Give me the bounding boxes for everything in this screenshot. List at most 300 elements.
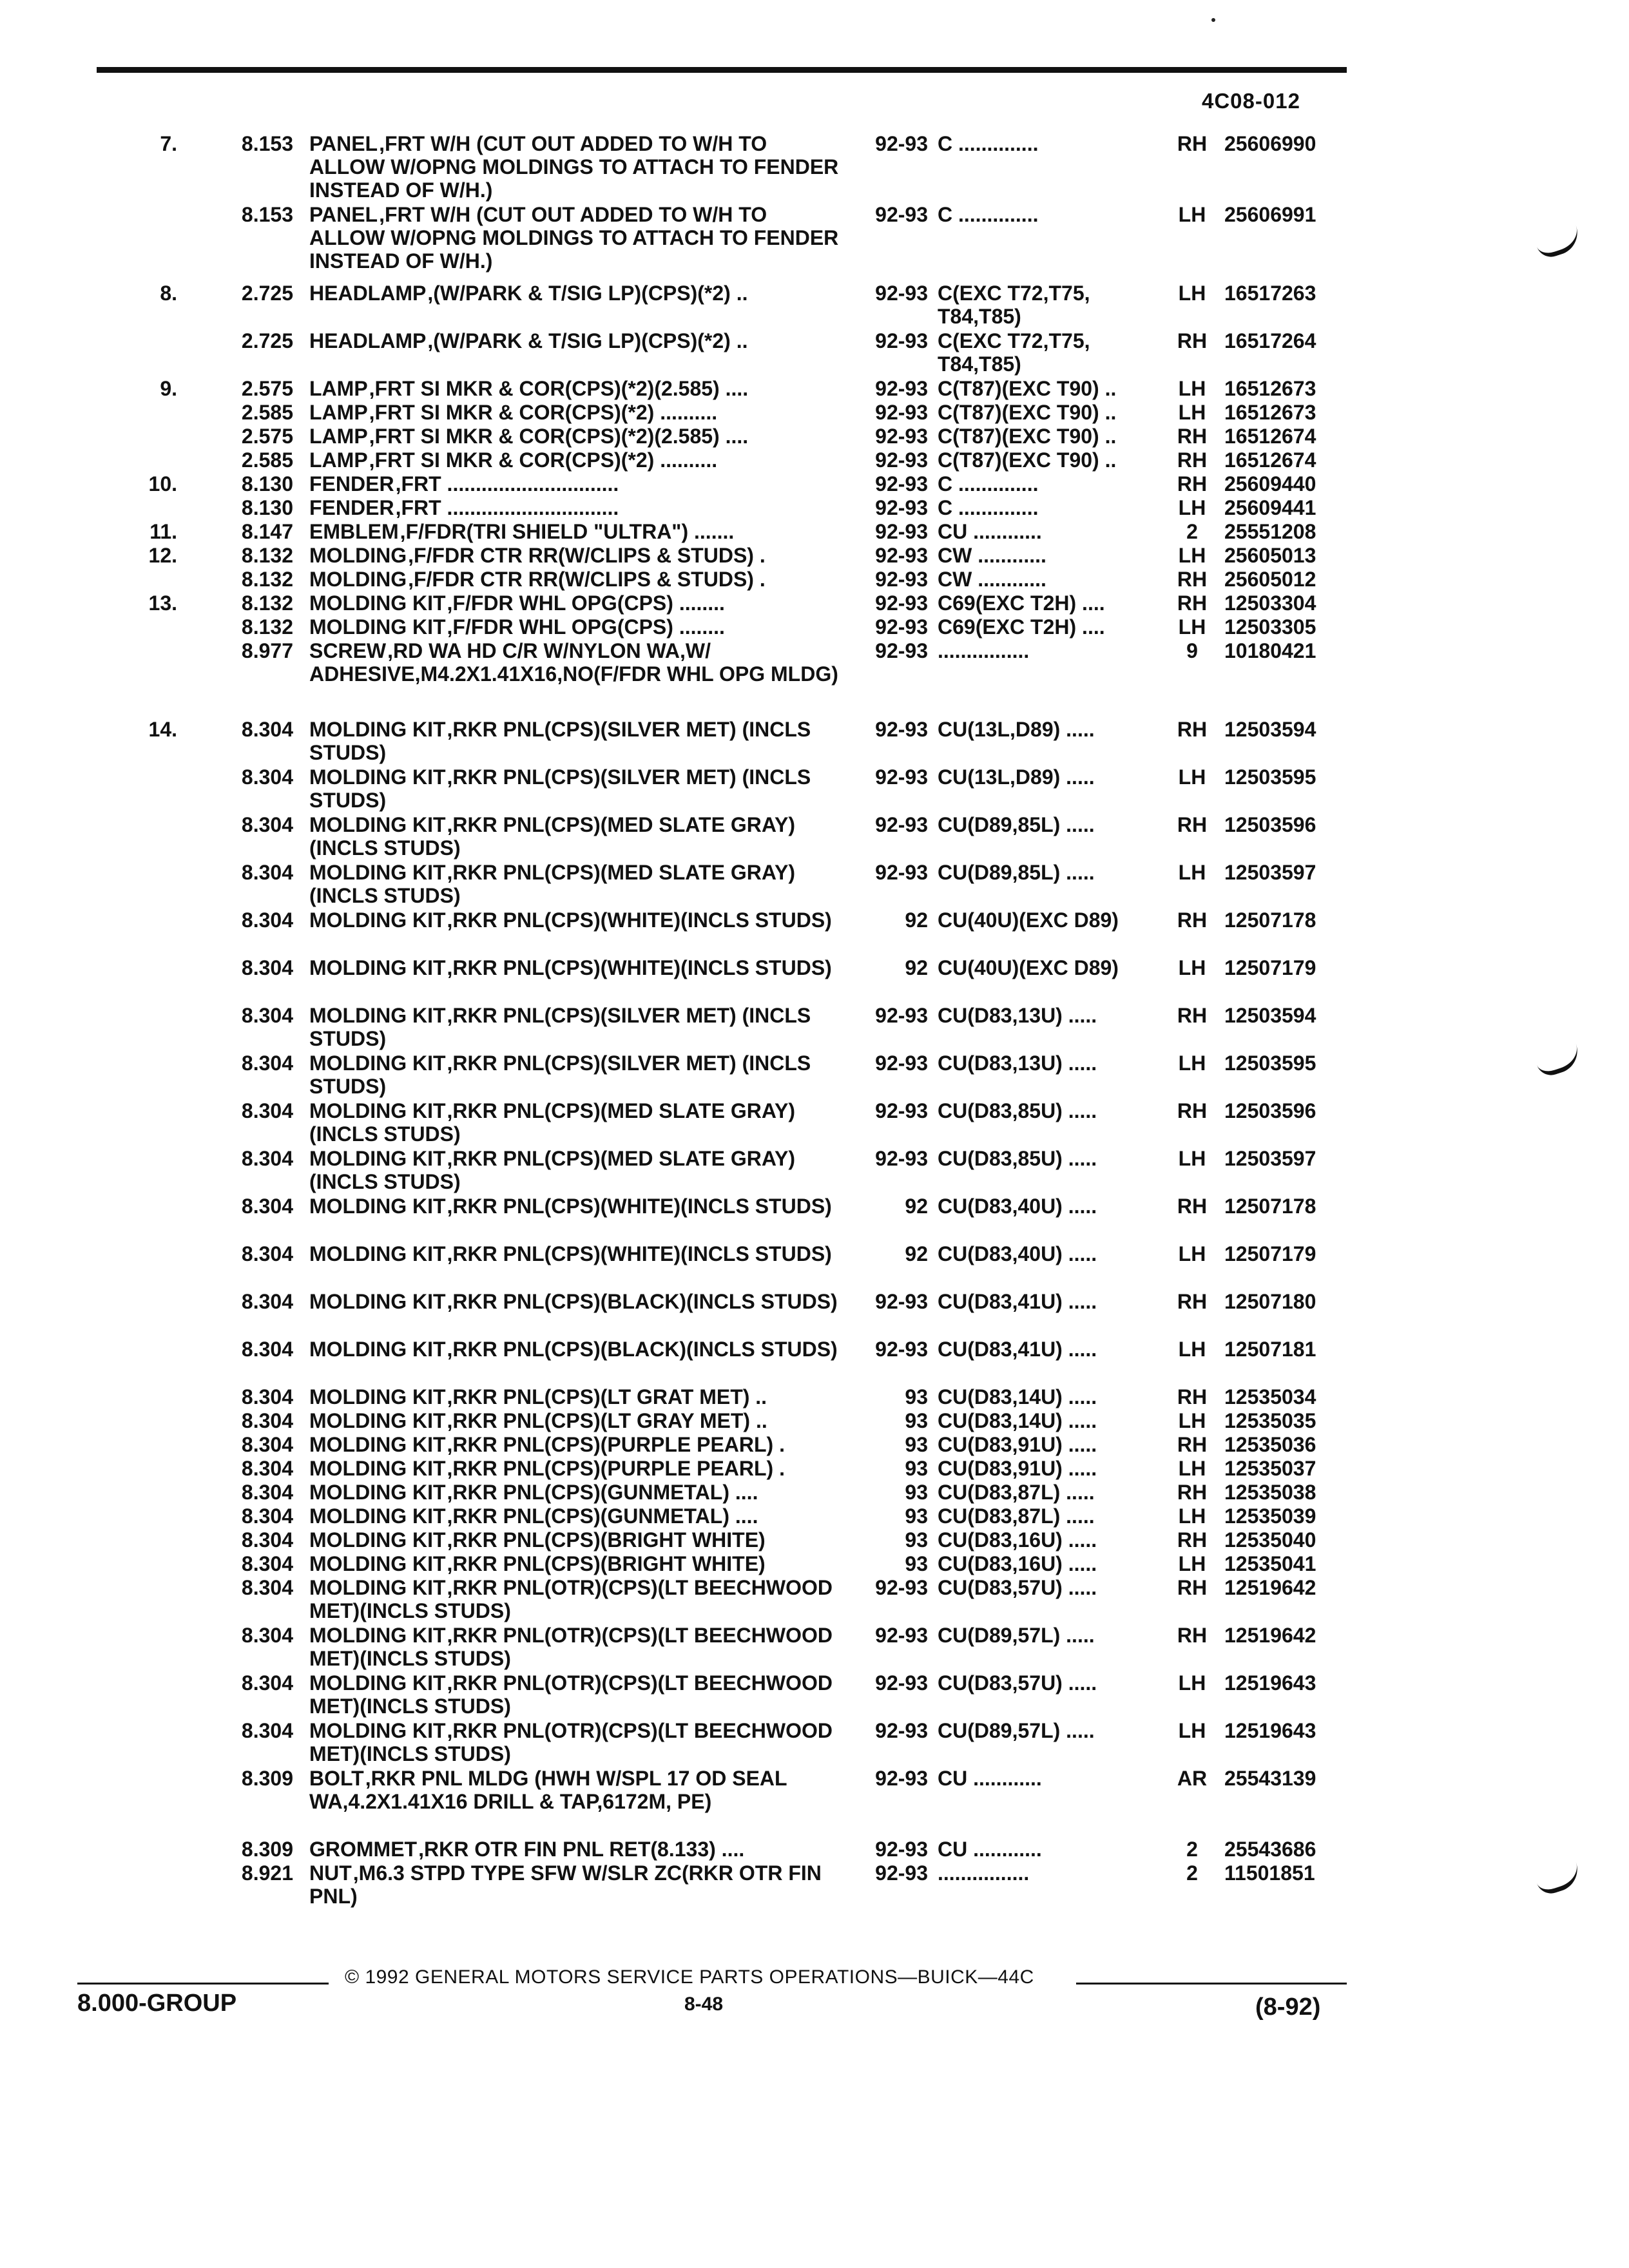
model-years: 92-93: [875, 1767, 928, 1790]
table-row: [0, 544, 1629, 568]
part-detail: ,RKR PNL(CPS)(GUNMETAL) ....: [447, 1481, 758, 1504]
part-description: [309, 718, 844, 764]
part-name: MOLDING KIT: [309, 1671, 446, 1695]
part-number: 12535037: [1224, 1457, 1316, 1480]
table-row: [0, 1433, 1629, 1457]
item-number: 7.: [160, 132, 177, 155]
model-code: CU(D83,91U) .....: [938, 1457, 1097, 1480]
model-years: 92-93: [875, 203, 928, 226]
part-number: 16512673: [1224, 377, 1316, 400]
table-row: [0, 1409, 1629, 1433]
side-quantity: LH: [1178, 544, 1206, 567]
page-code: 4C08-012: [1202, 89, 1300, 113]
footer-copyright: © 1992 GENERAL MOTORS SERVICE PARTS OPERATIONS—BUICK—44C: [345, 1966, 1034, 1988]
part-detail: ,F/FDR CTR RR(W/CLIPS & STUDS) .: [408, 568, 766, 591]
table-row: [0, 1385, 1629, 1409]
top-rule: [97, 67, 1347, 73]
side-quantity: LH: [1178, 1671, 1206, 1695]
illustration-ref: 8.304: [241, 765, 293, 789]
part-detail: ,RKR PNL(CPS)(PURPLE PEARL) .: [447, 1433, 785, 1456]
illustration-ref: 8.304: [241, 1242, 293, 1265]
illustration-ref: 8.304: [241, 1457, 293, 1480]
part-description: [309, 1433, 844, 1456]
model-code: C(T87)(EXC T90) ..: [938, 448, 1117, 472]
model-code: CU(D83,57U) .....: [938, 1671, 1097, 1695]
side-quantity: LH: [1178, 203, 1206, 226]
side-quantity: RH: [1177, 1385, 1208, 1408]
part-name: MOLDING KIT: [309, 718, 446, 741]
part-name: MOLDING KIT: [309, 1195, 446, 1218]
table-row: [0, 329, 1629, 377]
model-code: C(T87)(EXC T90) ..: [938, 377, 1117, 400]
side-quantity: LH: [1178, 861, 1206, 884]
model-code: CU(D83,40U) .....: [938, 1242, 1097, 1265]
model-years: 92-93: [875, 718, 928, 741]
model-code: CU(D83,87L) .....: [938, 1481, 1095, 1504]
part-name: MOLDING KIT: [309, 1624, 446, 1647]
part-detail: ,FRT ..............................: [395, 472, 619, 495]
item-number: 10.: [148, 472, 177, 495]
part-number: 25605013: [1224, 544, 1316, 567]
model-years: 92-93: [875, 520, 928, 543]
model-code: CU(40U)(EXC D89): [938, 908, 1119, 932]
model-code: CU(D83,13U) .....: [938, 1004, 1097, 1027]
illustration-ref: 2.725: [241, 282, 293, 305]
part-number: 12519643: [1224, 1719, 1316, 1742]
part-detail: ,FRT SI MKR & COR(CPS)(*2)(2.585) ....: [369, 377, 749, 400]
part-name: MOLDING KIT: [309, 1457, 446, 1480]
model-years: 92-93: [875, 1147, 928, 1170]
part-detail: ,RKR PNL(CPS)(SILVER MET) (INCLS STUDS): [309, 718, 811, 764]
illustration-ref: 8.921: [241, 1861, 293, 1885]
part-detail: ,FRT W/H (CUT OUT ADDED TO W/H TO ALLOW W/OPNG MOLDINGS TO ATTACH TO FENDER INSTEAD OF W/H.): [309, 132, 839, 202]
illustration-ref: 8.304: [241, 861, 293, 884]
part-name: PANEL: [309, 203, 378, 226]
part-description: [309, 1528, 844, 1552]
model-code: CU(13L,D89) .....: [938, 718, 1095, 741]
side-quantity: RH: [1177, 1433, 1208, 1456]
model-years: 93: [905, 1385, 928, 1408]
illustration-ref: 8.132: [241, 544, 293, 567]
illustration-ref: 8.304: [241, 1147, 293, 1170]
model-years: 92-93: [875, 1719, 928, 1742]
side-quantity: LH: [1178, 496, 1206, 519]
part-number: 12503594: [1224, 718, 1316, 741]
side-quantity: RH: [1177, 425, 1208, 448]
side-quantity: RH: [1177, 448, 1208, 472]
side-quantity: RH: [1177, 1624, 1208, 1647]
model-code: ................: [938, 639, 1030, 662]
part-description: [309, 496, 844, 519]
part-number: 12519642: [1224, 1624, 1316, 1647]
part-detail: ,F/FDR CTR RR(W/CLIPS & STUDS) .: [408, 544, 766, 567]
table-row: [0, 1767, 1629, 1838]
footer-rule-left: [77, 1983, 329, 1984]
part-detail: ,RKR PNL(OTR)(CPS)(LT BEECHWOOD MET)(INCLS STUDS): [309, 1719, 833, 1765]
part-name: MOLDING KIT: [309, 813, 446, 836]
part-number: 12535039: [1224, 1504, 1316, 1528]
illustration-ref: 8.304: [241, 1576, 293, 1599]
model-years: 92-93: [875, 1004, 928, 1027]
side-quantity: LH: [1178, 1504, 1206, 1528]
table-row: [0, 1504, 1629, 1528]
model-code: CU(D83,14U) .....: [938, 1385, 1097, 1408]
part-number: 12503305: [1224, 615, 1316, 639]
parts-list: [0, 132, 1629, 1909]
illustration-ref: 8.304: [241, 1385, 293, 1408]
side-quantity: LH: [1178, 765, 1206, 789]
part-name: SCREW: [309, 639, 387, 662]
side-quantity: 9: [1186, 639, 1198, 662]
illustration-ref: 8.304: [241, 1290, 293, 1313]
model-years: 92-93: [875, 765, 928, 789]
illustration-ref: 8.304: [241, 1338, 293, 1361]
model-code: CU(D83,85U) .....: [938, 1099, 1097, 1122]
illustration-ref: 8.153: [241, 203, 293, 226]
part-description: [309, 568, 844, 591]
illustration-ref: 8.304: [241, 813, 293, 836]
illustration-ref: 8.304: [241, 1719, 293, 1742]
part-number: 16512674: [1224, 425, 1316, 448]
table-row: [0, 1004, 1629, 1052]
part-description: [309, 1242, 844, 1265]
illustration-ref: 8.304: [241, 1195, 293, 1218]
model-code: CU(40U)(EXC D89): [938, 956, 1119, 979]
part-name: LAMP: [309, 401, 368, 424]
part-name: MOLDING KIT: [309, 1481, 446, 1504]
side-quantity: LH: [1178, 1719, 1206, 1742]
illustration-ref: 8.304: [241, 1504, 293, 1528]
part-description: [309, 1552, 844, 1575]
part-description: [309, 908, 844, 932]
part-description: [309, 861, 844, 907]
part-detail: ,RKR PNL(CPS)(SILVER MET) (INCLS STUDS): [309, 1004, 811, 1050]
table-row: [0, 861, 1629, 908]
part-description: [309, 329, 844, 352]
model-code: C(EXC T72,T75, T84,T85): [938, 329, 1090, 376]
part-detail: ,M6.3 STPD TYPE SFW W/SLR ZC(RKR OTR FIN PNL): [309, 1861, 822, 1908]
table-row: [0, 132, 1629, 203]
side-quantity: RH: [1177, 908, 1208, 932]
illustration-ref: 8.304: [241, 908, 293, 932]
part-number: 25543686: [1224, 1838, 1316, 1861]
part-detail: ,RKR PNL(CPS)(BRIGHT WHITE): [447, 1528, 766, 1552]
model-years: 92-93: [875, 639, 928, 662]
table-row: [0, 1719, 1629, 1767]
item-number: 13.: [148, 591, 177, 615]
table-row: [0, 496, 1629, 520]
model-years: 92-93: [875, 1052, 928, 1075]
part-name: MOLDING KIT: [309, 1385, 446, 1408]
part-number: 25609440: [1224, 472, 1316, 495]
table-row: [0, 813, 1629, 861]
part-detail: ,RKR PNL(CPS)(SILVER MET) (INCLS STUDS): [309, 1052, 811, 1098]
model-years: 92-93: [875, 1861, 928, 1885]
illustration-ref: 8.304: [241, 1052, 293, 1075]
part-number: 12503595: [1224, 1052, 1316, 1075]
model-years: 92-93: [875, 496, 928, 519]
table-row: [0, 203, 1629, 274]
part-name: MOLDING KIT: [309, 1147, 446, 1170]
model-code: C(T87)(EXC T90) ..: [938, 425, 1117, 448]
table-row: [0, 520, 1629, 544]
part-name: FENDER: [309, 472, 394, 495]
part-description: [309, 520, 844, 543]
part-name: LAMP: [309, 448, 368, 472]
part-number: 25606990: [1224, 132, 1316, 155]
part-detail: ,RKR PNL(CPS)(WHITE)(INCLS STUDS): [447, 956, 832, 979]
side-quantity: AR: [1177, 1767, 1208, 1790]
model-code: CU(D83,87L) .....: [938, 1504, 1095, 1528]
table-row: [0, 1099, 1629, 1147]
part-number: 12535041: [1224, 1552, 1316, 1575]
part-detail: ,RKR PNL(CPS)(BLACK)(INCLS STUDS): [447, 1290, 838, 1313]
table-row: [0, 765, 1629, 813]
item-number: 14.: [148, 718, 177, 741]
illustration-ref: 2.725: [241, 329, 293, 352]
model-code: C ..............: [938, 496, 1039, 519]
part-number: 12535035: [1224, 1409, 1316, 1432]
part-number: 12507179: [1224, 956, 1316, 979]
model-code: CW ............: [938, 544, 1046, 567]
illustration-ref: 8.147: [241, 520, 293, 543]
illustration-ref: 8.309: [241, 1767, 293, 1790]
part-number: 25609441: [1224, 496, 1316, 519]
part-detail: ,FRT SI MKR & COR(CPS)(*2) ..........: [369, 401, 718, 424]
side-quantity: RH: [1177, 329, 1208, 352]
illustration-ref: 2.585: [241, 401, 293, 424]
side-quantity: RH: [1177, 1004, 1208, 1027]
table-row: [0, 1290, 1629, 1338]
table-row: [0, 401, 1629, 425]
model-code: C69(EXC T2H) ....: [938, 591, 1105, 615]
model-years: 92-93: [875, 1576, 928, 1599]
illustration-ref: 8.304: [241, 1004, 293, 1027]
illustration-ref: 8.304: [241, 1433, 293, 1456]
part-description: [309, 1195, 844, 1218]
model-code: CW ............: [938, 568, 1046, 591]
table-row: [0, 1242, 1629, 1290]
item-number: 9.: [160, 377, 177, 400]
table-row: [0, 568, 1629, 591]
illustration-ref: 8.304: [241, 1099, 293, 1122]
side-quantity: LH: [1178, 1409, 1206, 1432]
model-years: 92: [905, 1195, 928, 1218]
model-years: 93: [905, 1433, 928, 1456]
table-row: [0, 1338, 1629, 1385]
part-name: MOLDING KIT: [309, 1409, 446, 1432]
model-code: CU(D83,14U) .....: [938, 1409, 1097, 1432]
part-detail: ,FRT ..............................: [395, 496, 619, 519]
footer-rule-right: [1076, 1983, 1347, 1984]
footer-page-number: 8-48: [684, 1994, 724, 2015]
model-code: CU(13L,D89) .....: [938, 765, 1095, 789]
part-number: 12535036: [1224, 1433, 1316, 1456]
model-years: 92-93: [875, 401, 928, 424]
part-name: MOLDING KIT: [309, 1719, 446, 1742]
part-description: [309, 132, 844, 202]
part-detail: ,F/FDR WHL OPG(CPS) ........: [447, 615, 725, 639]
part-detail: ,RKR PNL(CPS)(WHITE)(INCLS STUDS): [447, 1242, 832, 1265]
part-name: GROMMET: [309, 1838, 418, 1861]
part-description: [309, 1147, 844, 1193]
illustration-ref: 8.132: [241, 591, 293, 615]
model-years: 92-93: [875, 329, 928, 352]
part-description: [309, 1624, 844, 1670]
part-description: [309, 401, 844, 424]
part-detail: ,RKR PNL(CPS)(MED SLATE GRAY)(INCLS STUDS): [309, 861, 795, 907]
side-quantity: LH: [1178, 282, 1206, 305]
side-quantity: LH: [1178, 401, 1206, 424]
part-description: [309, 203, 844, 273]
model-code: CU(D83,41U) .....: [938, 1290, 1097, 1313]
part-detail: ,RKR PNL(CPS)(WHITE)(INCLS STUDS): [447, 908, 832, 932]
model-years: 92-93: [875, 1624, 928, 1647]
part-number: 16517263: [1224, 282, 1316, 305]
item-number: 11.: [149, 520, 177, 543]
part-detail: ,RKR PNL(CPS)(MED SLATE GRAY)(INCLS STUDS): [309, 1099, 795, 1146]
table-row: [0, 1457, 1629, 1481]
table-row: [0, 1838, 1629, 1861]
model-code: C(T87)(EXC T90) ..: [938, 401, 1117, 424]
part-description: [309, 1290, 844, 1313]
part-detail: ,RKR PNL(CPS)(WHITE)(INCLS STUDS): [447, 1195, 832, 1218]
part-detail: ,RKR PNL MLDG (HWH W/SPL 17 OD SEAL WA,4.2X1.41X16 DRILL & TAP,6172M, PE): [309, 1767, 787, 1813]
part-name: MOLDING: [309, 568, 407, 591]
part-description: [309, 1099, 844, 1146]
part-name: MOLDING KIT: [309, 1290, 446, 1313]
part-description: [309, 1409, 844, 1432]
model-code: CU(D83,13U) .....: [938, 1052, 1097, 1075]
part-detail: ,RKR PNL(CPS)(MED SLATE GRAY)(INCLS STUDS): [309, 813, 795, 860]
table-row: [0, 282, 1629, 329]
illustration-ref: 8.309: [241, 1838, 293, 1861]
part-number: 12535034: [1224, 1385, 1316, 1408]
side-quantity: RH: [1177, 1290, 1208, 1313]
model-code: C(EXC T72,T75, T84,T85): [938, 282, 1090, 328]
part-name: MOLDING KIT: [309, 1552, 446, 1575]
illustration-ref: 8.153: [241, 132, 293, 155]
model-code: C ..............: [938, 472, 1039, 495]
part-detail: ,RD WA HD C/R W/NYLON WA,W/ ADHESIVE,M4.2X1.41X16,NO(F/FDR WHL OPG MLDG): [309, 639, 838, 686]
part-description: [309, 1504, 844, 1528]
part-detail: ,RKR PNL(CPS)(SILVER MET) (INCLS STUDS): [309, 765, 811, 812]
model-code: CU ............: [938, 1838, 1042, 1861]
table-row: [0, 718, 1629, 765]
part-name: MOLDING KIT: [309, 1576, 446, 1599]
part-number: 12535038: [1224, 1481, 1316, 1504]
model-code: ................: [938, 1861, 1030, 1885]
part-detail: ,RKR PNL(OTR)(CPS)(LT BEECHWOOD MET)(INCLS STUDS): [309, 1576, 833, 1622]
model-code: C ..............: [938, 203, 1039, 226]
side-quantity: RH: [1177, 1528, 1208, 1552]
part-name: MOLDING KIT: [309, 861, 446, 884]
part-description: [309, 1861, 844, 1908]
part-name: MOLDING KIT: [309, 1528, 446, 1552]
part-name: MOLDING KIT: [309, 1504, 446, 1528]
table-row: [0, 1552, 1629, 1576]
part-detail: ,RKR PNL(CPS)(BRIGHT WHITE): [447, 1552, 766, 1575]
model-years: 92-93: [875, 1838, 928, 1861]
table-row: [0, 591, 1629, 615]
part-description: [309, 639, 844, 686]
table-row: [0, 1528, 1629, 1552]
part-number: 25551208: [1224, 520, 1316, 543]
table-row: [0, 908, 1629, 956]
part-number: 12503596: [1224, 813, 1316, 836]
model-code: CU(D83,57U) .....: [938, 1576, 1097, 1599]
illustration-ref: 8.977: [241, 639, 293, 662]
part-name: MOLDING KIT: [309, 1242, 446, 1265]
corner-dot: [1211, 18, 1215, 22]
part-description: [309, 472, 844, 495]
part-name: BOLT: [309, 1767, 364, 1790]
side-quantity: LH: [1178, 615, 1206, 639]
model-code: CU ............: [938, 1767, 1042, 1790]
part-number: 25543139: [1224, 1767, 1316, 1790]
part-number: 12519642: [1224, 1576, 1316, 1599]
part-description: [309, 1671, 844, 1718]
part-detail: ,FRT SI MKR & COR(CPS)(*2)(2.585) ....: [369, 425, 749, 448]
table-row: [0, 1624, 1629, 1671]
part-detail: ,RKR PNL(CPS)(BLACK)(INCLS STUDS): [447, 1338, 838, 1361]
part-number: 12507178: [1224, 908, 1316, 932]
model-years: 92: [905, 956, 928, 979]
model-years: 93: [905, 1481, 928, 1504]
item-number: 8.: [160, 282, 177, 305]
table-row: [0, 1052, 1629, 1099]
side-quantity: LH: [1178, 377, 1206, 400]
table-row: [0, 1195, 1629, 1242]
part-number: 12503597: [1224, 861, 1316, 884]
part-description: [309, 1481, 844, 1504]
part-name: MOLDING KIT: [309, 591, 446, 615]
table-row: [0, 377, 1629, 401]
illustration-ref: 8.304: [241, 718, 293, 741]
part-name: MOLDING KIT: [309, 908, 446, 932]
side-quantity: LH: [1178, 1552, 1206, 1575]
table-row: [0, 956, 1629, 1004]
model-years: 92-93: [875, 425, 928, 448]
part-name: MOLDING KIT: [309, 1099, 446, 1122]
part-detail: ,F/FDR(TRI SHIELD "ULTRA") .......: [400, 520, 735, 543]
part-number: 16512674: [1224, 448, 1316, 472]
side-quantity: RH: [1177, 568, 1208, 591]
side-quantity: RH: [1177, 813, 1208, 836]
table-row: [0, 1671, 1629, 1719]
illustration-ref: 2.585: [241, 448, 293, 472]
part-description: [309, 1576, 844, 1622]
model-years: 92-93: [875, 1099, 928, 1122]
side-quantity: RH: [1177, 1195, 1208, 1218]
side-quantity: RH: [1177, 591, 1208, 615]
table-row: [0, 1481, 1629, 1504]
part-number: 12507181: [1224, 1338, 1316, 1361]
part-description: [309, 1719, 844, 1765]
model-years: 92: [905, 908, 928, 932]
model-code: CU(D83,85U) .....: [938, 1147, 1097, 1170]
table-row: [0, 425, 1629, 448]
part-description: [309, 765, 844, 812]
part-number: 12503594: [1224, 1004, 1316, 1027]
model-years: 92-93: [875, 568, 928, 591]
part-description: [309, 591, 844, 615]
model-code: CU(D89,57L) .....: [938, 1624, 1095, 1647]
table-row: [0, 1576, 1629, 1624]
side-quantity: LH: [1178, 1147, 1206, 1170]
part-name: MOLDING KIT: [309, 1433, 446, 1456]
model-years: 92-93: [875, 282, 928, 305]
